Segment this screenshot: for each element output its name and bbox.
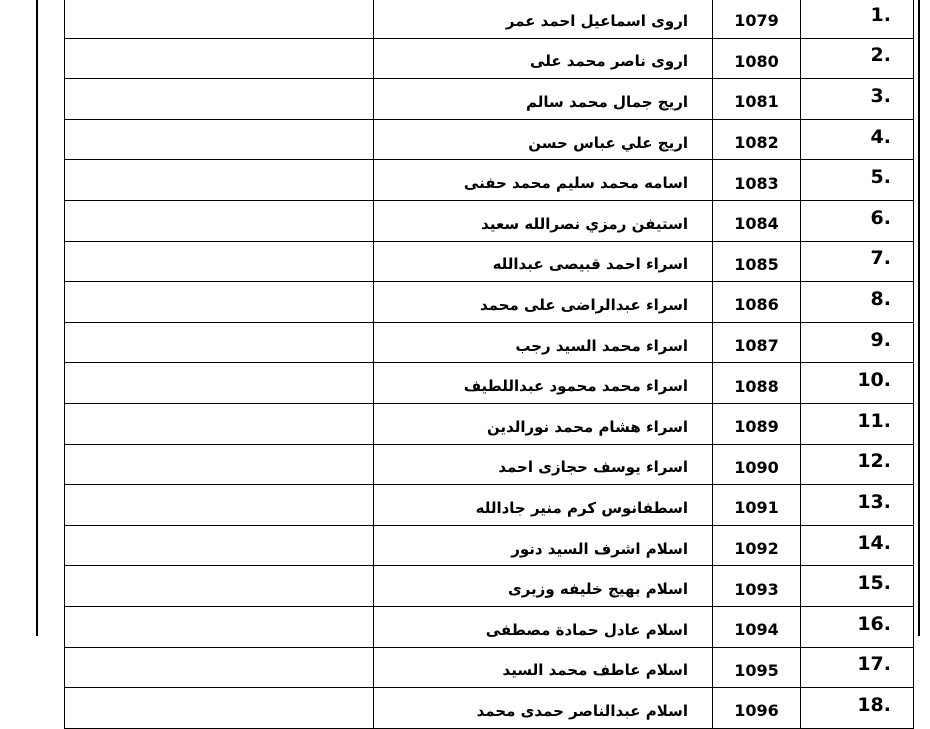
blank-cell bbox=[65, 606, 374, 647]
blank-cell bbox=[65, 79, 374, 120]
blank-cell bbox=[65, 119, 374, 160]
blank-cell bbox=[65, 363, 374, 404]
blank-cell bbox=[65, 200, 374, 241]
student-name-cell: استيفن رمزي نصرالله سعيد bbox=[374, 200, 713, 241]
table-row bbox=[65, 606, 914, 647]
student-name-cell: اسراء محمد محمود عبداللطيف bbox=[374, 363, 713, 404]
row-number-cell: 6. bbox=[801, 200, 914, 241]
row-number-cell: 3. bbox=[801, 79, 914, 120]
seat-number-cell: 1094 bbox=[713, 606, 801, 647]
blank-cell bbox=[65, 485, 374, 526]
table-row bbox=[65, 403, 914, 444]
table-row bbox=[65, 79, 914, 120]
student-roster-table bbox=[64, 0, 914, 729]
student-name-cell: اسراء عبدالراضى على محمد bbox=[374, 282, 713, 323]
student-name-cell: اروى اسماعيل احمد عمر bbox=[374, 0, 713, 38]
table-row bbox=[65, 38, 914, 79]
seat-number-cell: 1087 bbox=[713, 322, 801, 363]
blank-cell bbox=[65, 322, 374, 363]
table-row bbox=[65, 0, 914, 38]
student-name-cell: اريج جمال محمد سالم bbox=[374, 79, 713, 120]
roster-body bbox=[65, 0, 914, 728]
seat-number-cell: 1082 bbox=[713, 119, 801, 160]
row-number-cell: 7. bbox=[801, 241, 914, 282]
student-name-cell: اسلام بهيج خليفه وزيرى bbox=[374, 566, 713, 607]
seat-number-cell: 1092 bbox=[713, 525, 801, 566]
seat-number-cell: 1079 bbox=[713, 0, 801, 38]
seat-number-cell: 1096 bbox=[713, 688, 801, 729]
seat-number-cell: 1083 bbox=[713, 160, 801, 201]
blank-cell bbox=[65, 282, 374, 323]
table-row bbox=[65, 566, 914, 607]
table-row bbox=[65, 485, 914, 526]
row-number-cell: 12. bbox=[801, 444, 914, 485]
table-row bbox=[65, 119, 914, 160]
row-number-cell: 10. bbox=[801, 363, 914, 404]
student-name-cell: اسراء يوسف حجازى احمد bbox=[374, 444, 713, 485]
row-number-cell: 16. bbox=[801, 606, 914, 647]
blank-cell bbox=[65, 0, 374, 38]
table-row bbox=[65, 363, 914, 404]
seat-number-cell: 1095 bbox=[713, 647, 801, 688]
blank-cell bbox=[65, 444, 374, 485]
row-number-cell: 5. bbox=[801, 160, 914, 201]
student-name-cell: اسراء احمد قبيصى عبدالله bbox=[374, 241, 713, 282]
table-row bbox=[65, 688, 914, 729]
table-row bbox=[65, 282, 914, 323]
row-number-cell: 17. bbox=[801, 647, 914, 688]
blank-cell bbox=[65, 160, 374, 201]
seat-number-cell: 1088 bbox=[713, 363, 801, 404]
seat-number-cell: 1091 bbox=[713, 485, 801, 526]
row-number-cell: 9. bbox=[801, 322, 914, 363]
seat-number-cell: 1089 bbox=[713, 403, 801, 444]
table-row bbox=[65, 525, 914, 566]
table-row bbox=[65, 444, 914, 485]
row-number-cell: 2. bbox=[801, 38, 914, 79]
student-name-cell: اسلام عبدالناصر حمدى محمد bbox=[374, 688, 713, 729]
student-name-cell: اروى ناصر محمد على bbox=[374, 38, 713, 79]
row-number-cell: 11. bbox=[801, 403, 914, 444]
row-number-cell: 1. bbox=[801, 0, 914, 38]
blank-cell bbox=[65, 525, 374, 566]
seat-number-cell: 1081 bbox=[713, 79, 801, 120]
table-row bbox=[65, 647, 914, 688]
row-number-cell: 18. bbox=[801, 688, 914, 729]
blank-cell bbox=[65, 566, 374, 607]
row-number-cell: 13. bbox=[801, 485, 914, 526]
student-name-cell: اريج علي عباس حسن bbox=[374, 119, 713, 160]
blank-cell bbox=[65, 647, 374, 688]
student-name-cell: اسلام عاطف محمد السيد bbox=[374, 647, 713, 688]
seat-number-cell: 1084 bbox=[713, 200, 801, 241]
student-name-cell: اسطفانوس كرم منير جادالله bbox=[374, 485, 713, 526]
blank-cell bbox=[65, 403, 374, 444]
table-row bbox=[65, 322, 914, 363]
row-number-cell: 15. bbox=[801, 566, 914, 607]
seat-number-cell: 1080 bbox=[713, 38, 801, 79]
seat-number-cell: 1090 bbox=[713, 444, 801, 485]
table-row bbox=[65, 200, 914, 241]
student-name-cell: اسامه محمد سليم محمد حفنى bbox=[374, 160, 713, 201]
student-name-cell: اسراء هشام محمد نورالدين bbox=[374, 403, 713, 444]
blank-cell bbox=[65, 688, 374, 729]
row-number-cell: 8. bbox=[801, 282, 914, 323]
student-name-cell: اسلام اشرف السيد دنور bbox=[374, 525, 713, 566]
blank-cell bbox=[65, 38, 374, 79]
row-number-cell: 14. bbox=[801, 525, 914, 566]
seat-number-cell: 1085 bbox=[713, 241, 801, 282]
student-name-cell: اسلام عادل حمادة مصطفى bbox=[374, 606, 713, 647]
row-number-cell: 4. bbox=[801, 119, 914, 160]
student-name-cell: اسراء محمد السيد رجب bbox=[374, 322, 713, 363]
seat-number-cell: 1086 bbox=[713, 282, 801, 323]
seat-number-cell: 1093 bbox=[713, 566, 801, 607]
table-row bbox=[65, 160, 914, 201]
blank-cell bbox=[65, 241, 374, 282]
table-row bbox=[65, 241, 914, 282]
